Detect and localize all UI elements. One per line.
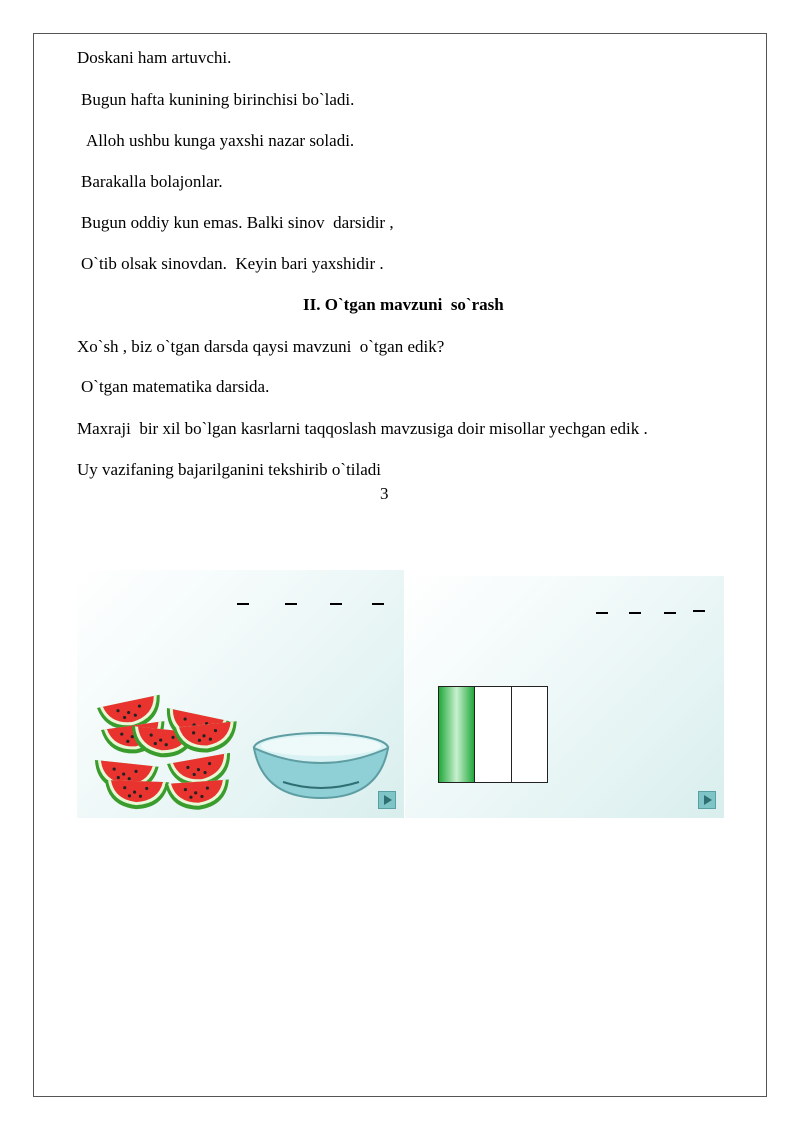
section-heading: II. O`tgan mavzuni so`rash — [303, 295, 504, 314]
text-line-7: Xo`sh , biz o`tgan darsda qaysi mavzuni o`tgan edik? — [77, 337, 445, 356]
blank-dash — [664, 612, 676, 614]
fraction-rectangle — [438, 686, 548, 783]
fraction-part — [475, 687, 511, 782]
text-line-1: Doskani ham artuvchi. — [77, 48, 232, 67]
play-arrow-icon[interactable] — [378, 791, 396, 809]
slide-watermelon — [77, 570, 404, 818]
watermelon-image — [77, 570, 404, 818]
blank-dash — [629, 612, 641, 614]
watermelon-slices — [92, 695, 240, 812]
fraction-part — [512, 687, 547, 782]
text-line-3: Alloh ushbu kunga yaxshi nazar soladi. — [86, 131, 355, 150]
blank-dash — [693, 610, 705, 612]
slide-fraction — [405, 576, 724, 818]
page-frame — [33, 33, 767, 1097]
page-number: 3 — [380, 484, 389, 503]
text-line-2: Bugun hafta kunining birinchisi bo`ladi. — [81, 90, 355, 109]
bowl — [254, 733, 388, 798]
text-line-10: Uy vazifaning bajarilganini tekshirib o`tiladi — [77, 460, 382, 479]
text-line-9: Maxraji bir xil bo`lgan kasrlarni taqqoslash mavzusiga doir misollar yechgan edik . — [77, 419, 648, 438]
text-line-8: O`tgan matematika darsida. — [81, 377, 270, 396]
play-arrow-icon[interactable] — [698, 791, 716, 809]
text-line-6: O`tib olsak sinovdan. Keyin bari yaxshidir . — [81, 254, 384, 273]
text-line-5: Bugun oddiy kun emas. Balki sinov darsidir , — [81, 213, 394, 232]
text-line-4: Barakalla bolajonlar. — [81, 172, 223, 191]
fraction-part-filled — [439, 687, 475, 782]
blank-dash — [596, 612, 608, 614]
